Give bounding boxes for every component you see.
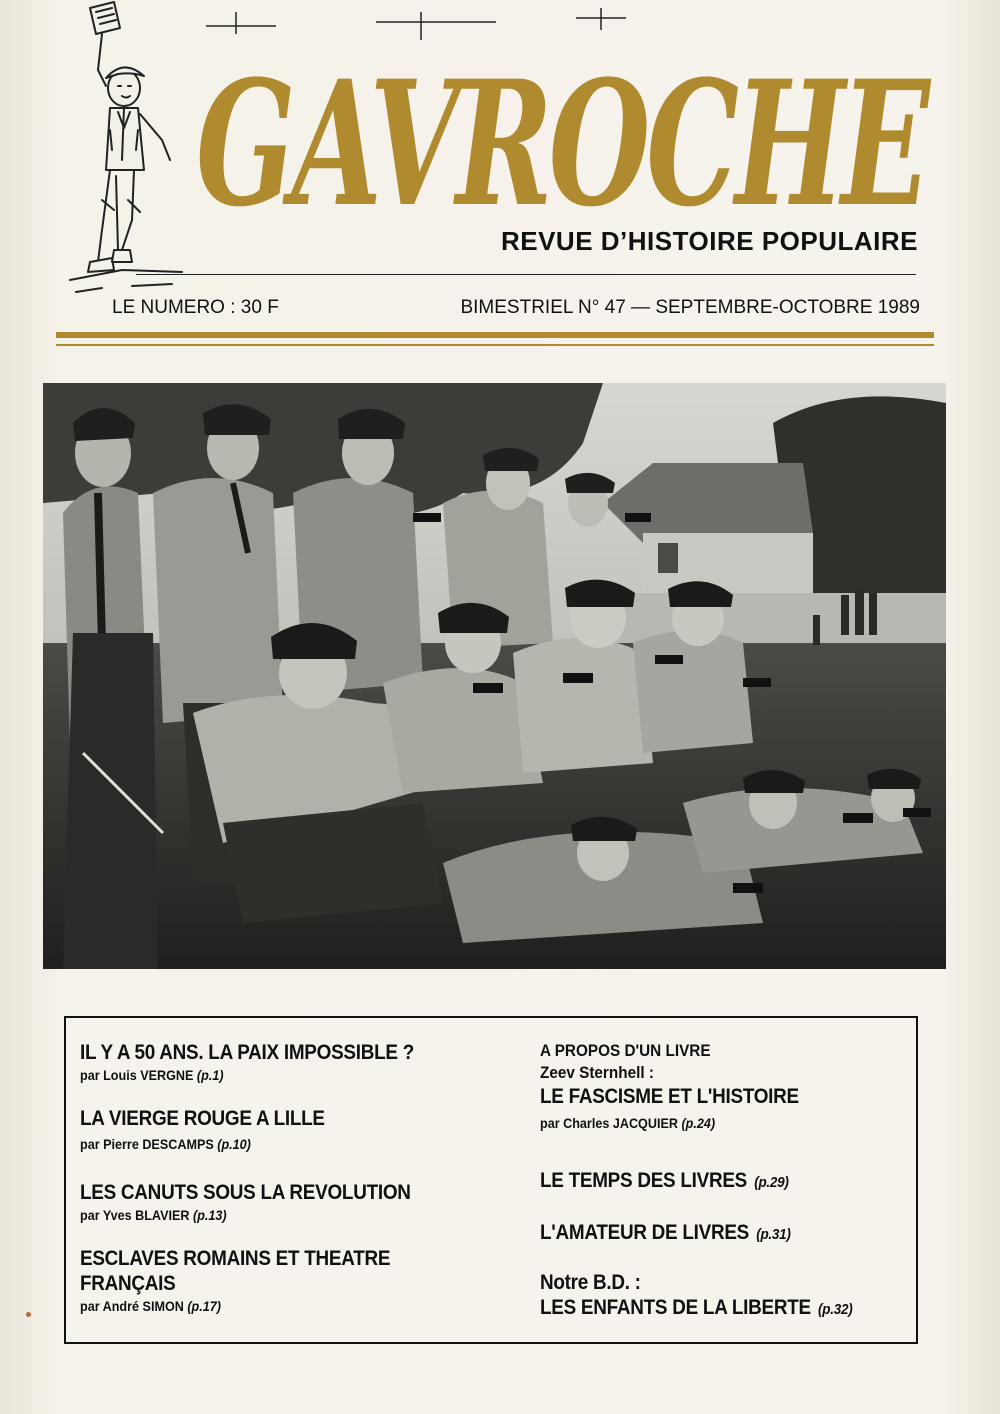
toc-entry-author: par Charles JACQUIER <box>540 1115 678 1131</box>
toc-entry-title: LES CANUTS SOUS LA REVOLUTION <box>80 1181 411 1204</box>
toc-entry-title <box>540 1295 852 1322</box>
toc-entry-page: (p.32) <box>818 1301 853 1318</box>
toc-entry-title-text: LE TEMPS DES LIVRES <box>540 1169 748 1192</box>
issue-info: BIMESTRIEL N° 47 — SEPTEMBRE-OCTOBRE 1989 <box>460 297 920 318</box>
toc-entry[interactable] <box>80 1040 451 1085</box>
toc-entry-author: par André SIMON <box>80 1298 184 1314</box>
toc-entry[interactable] <box>540 1220 818 1247</box>
toc-entry-page: (p.17) <box>187 1298 221 1314</box>
cover-photo <box>43 383 946 969</box>
toc-entry-byline <box>540 1113 799 1133</box>
divider <box>136 274 916 275</box>
toc-entry-title: LA VIERGE ROUGE A LILLE <box>80 1107 325 1130</box>
gold-rule <box>56 332 934 338</box>
gavroche-boy-illustration-icon <box>62 0 192 300</box>
toc-entry-byline <box>80 1134 325 1154</box>
crosshair-marks <box>206 8 626 40</box>
toc-entry-byline <box>80 1065 414 1085</box>
toc-entry[interactable] <box>540 1168 816 1195</box>
toc-entry-title-line1: ESCLAVES ROMAINS ET THEATRE <box>80 1247 391 1270</box>
issue-price: LE NUMERO : 30 F <box>112 297 279 318</box>
toc-entry-author: par Yves BLAVIER <box>80 1207 190 1223</box>
toc-entry-title-line2: FRANÇAIS <box>80 1272 176 1295</box>
toc-entry[interactable] <box>540 1270 887 1322</box>
toc-entry-page: (p.10) <box>217 1136 251 1152</box>
toc-entry-page: (p.24) <box>681 1115 716 1131</box>
toc-entry-kicker: A PROPOS D'UN LIVRE <box>540 1041 711 1060</box>
toc-entry[interactable] <box>80 1180 447 1225</box>
toc-entry[interactable] <box>80 1106 352 1154</box>
toc-entry-page: (p.29) <box>754 1174 789 1191</box>
toc-entry-kicker: Zeev Sternhell : <box>540 1063 654 1082</box>
toc-entry-byline <box>80 1205 411 1225</box>
toc-entry-title-text: LES ENFANTS DE LA LIBERTE <box>540 1296 811 1319</box>
table-of-contents <box>64 1016 918 1344</box>
toc-entry-page: (p.13) <box>192 1207 227 1223</box>
toc-entry-book[interactable] <box>540 1040 828 1133</box>
gold-rule-thin <box>56 344 934 346</box>
toc-entry-byline <box>80 1296 390 1316</box>
subtitle: REVUE D’HISTOIRE POPULAIRE <box>500 226 918 256</box>
paper-speck <box>26 1312 31 1317</box>
toc-entry-title <box>540 1220 791 1247</box>
toc-entry-title-text: L'AMATEUR DE LIVRES <box>540 1221 750 1244</box>
toc-entry-page: (p.31) <box>756 1226 791 1243</box>
masthead-title <box>196 4 936 222</box>
historical-photo-men-shooting-practice-icon <box>43 383 946 969</box>
toc-entry[interactable] <box>80 1246 425 1316</box>
toc-entry-author: par Louis VERGNE <box>80 1067 194 1083</box>
masthead-title-text: GAVROCHE <box>196 42 933 222</box>
toc-entry-page: (p.1) <box>196 1067 224 1083</box>
toc-entry-title: IL Y A 50 ANS. LA PAIX IMPOSSIBLE ? <box>80 1041 414 1064</box>
toc-entry-title <box>540 1168 789 1195</box>
toc-entry-kicker: Notre B.D. : <box>540 1271 641 1294</box>
toc-entry-author: par Pierre DESCAMPS <box>80 1136 214 1152</box>
toc-entry-title: LE FASCISME ET L'HISTOIRE <box>540 1085 799 1108</box>
